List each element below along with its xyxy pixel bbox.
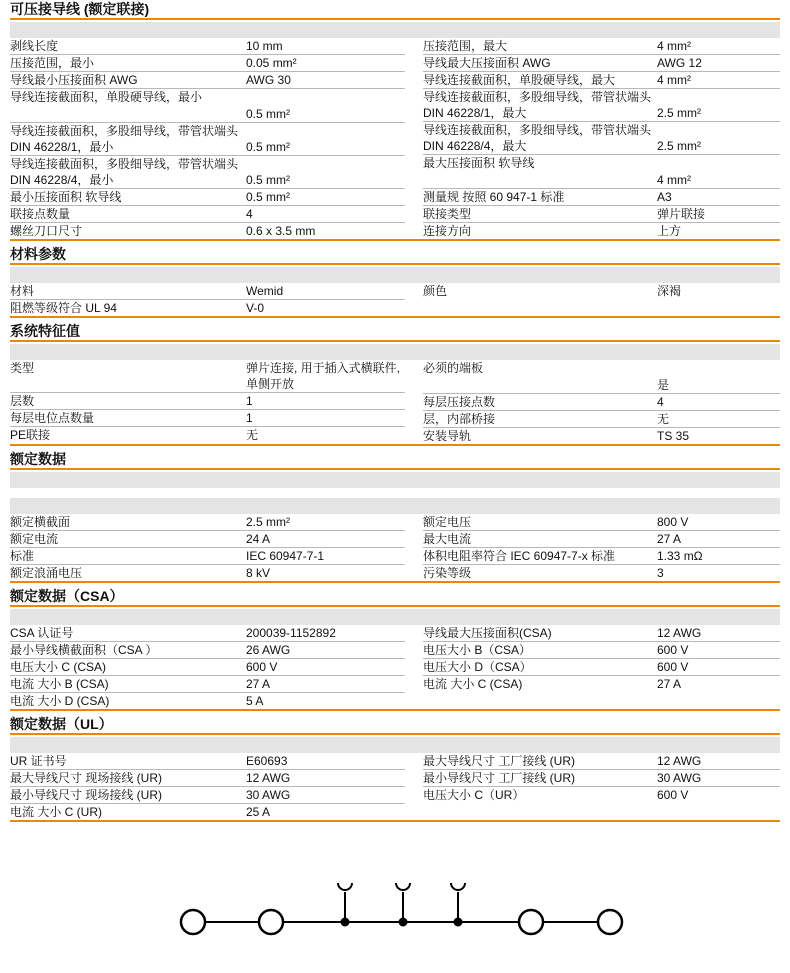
spec-value: 12 AWG	[657, 626, 702, 640]
spec-row	[10, 770, 405, 787]
spec-value: 27 A	[657, 532, 682, 546]
spec-row	[10, 642, 405, 659]
spec-value: 24 A	[246, 532, 271, 546]
section-title: 材料参数	[10, 246, 66, 262]
spec-label: 导线连接截面积，单股硬导线，最大	[423, 73, 616, 87]
spec-label: 额定电流	[10, 532, 59, 546]
section-band	[10, 472, 780, 488]
spec-value: 弹片联接	[657, 207, 706, 221]
section-bottom-divider	[10, 581, 780, 583]
spec-label: 污染等级	[423, 566, 472, 580]
spec-label: 阻燃等级符合 UL 94	[10, 301, 117, 315]
spec-section	[10, 587, 780, 711]
spec-label: 电流 大小 B (CSA)	[10, 677, 109, 691]
spec-label: 剥线长度	[10, 39, 59, 53]
spec-column-right	[423, 753, 780, 820]
spec-value: E60693	[246, 754, 288, 768]
spec-row	[423, 548, 780, 565]
spec-value: 上方	[657, 224, 682, 238]
spec-row	[423, 565, 780, 581]
spec-label: 导线连接截面积，单股硬导线，最小	[10, 90, 203, 104]
spec-row	[10, 89, 405, 123]
spec-row	[10, 787, 405, 804]
spec-label: 最小压接面积 软导线	[10, 190, 122, 204]
spec-row	[10, 206, 405, 223]
spec-label: 螺丝刀口尺寸	[10, 224, 83, 238]
section-bottom-divider	[10, 239, 780, 241]
spec-label: 额定电压	[423, 515, 472, 529]
spec-column-left	[10, 753, 405, 820]
spec-label: 标准	[10, 549, 35, 563]
spec-column-left	[10, 360, 405, 444]
spec-row	[10, 531, 405, 548]
spec-label: 电压大小 D（CSA）	[423, 660, 532, 674]
spec-value: 600 V	[657, 660, 689, 674]
spec-value: 600 V	[657, 643, 689, 657]
section-title: 额定数据（UL）	[10, 716, 113, 732]
spec-value: 0.6 x 3.5 mm	[246, 224, 316, 238]
band-gap	[10, 488, 780, 496]
section-bottom-divider	[10, 820, 780, 822]
spec-row	[10, 38, 405, 55]
spec-label: UR 证书号	[10, 754, 67, 768]
spec-value: 2.5 mm²	[246, 515, 291, 529]
plug-contact-icon	[451, 883, 465, 926]
spec-value: 25 A	[246, 805, 271, 819]
plug-contact-icons	[338, 883, 465, 926]
spec-value: 10 mm	[246, 39, 283, 53]
spec-row	[423, 659, 780, 676]
connection-circle-icon	[598, 910, 622, 934]
spec-value: 600 V	[246, 660, 278, 674]
spec-value: V-0	[246, 301, 265, 315]
spec-label: 联接类型	[423, 207, 472, 221]
spec-label: 每层压接点数	[423, 395, 496, 409]
spec-label: 连接方向	[423, 224, 472, 238]
section-band	[10, 344, 780, 360]
spec-row	[423, 676, 780, 692]
spec-label: 额定浪涌电压	[10, 566, 83, 580]
spec-label: 导线连接截面积，多股细导线，带管状端头 DIN 46228/4，最大	[423, 123, 652, 153]
spec-row	[10, 283, 405, 300]
spec-row	[423, 206, 780, 223]
section-title: 额定数据（CSA）	[10, 588, 124, 604]
spec-label: 体积电阻率符合 IEC 60947-7-x 标准	[423, 549, 616, 563]
connection-circle-icon	[259, 910, 283, 934]
spec-row	[423, 753, 780, 770]
spec-row	[10, 753, 405, 770]
spec-row	[10, 156, 405, 189]
spec-row	[423, 155, 780, 189]
spec-value: 0.5 mm²	[246, 140, 291, 154]
spec-label: 测量规 按照 60 947-1 标准	[423, 190, 565, 204]
spec-row	[10, 393, 405, 410]
spec-row	[10, 659, 405, 676]
spec-value: 4 mm²	[657, 173, 691, 187]
spec-row	[10, 548, 405, 565]
spec-value: A3	[657, 190, 672, 204]
section-divider	[10, 605, 780, 607]
spec-columns	[10, 360, 780, 444]
spec-row	[423, 55, 780, 72]
spec-label: 安装导轨	[423, 429, 472, 443]
spec-value: 弹片连接, 用于插入式横联件, 单侧开放	[246, 361, 401, 391]
spec-value: 深褐	[657, 284, 682, 298]
spec-label: 颜色	[423, 284, 448, 298]
spec-label: 最大压接面积 软导线	[423, 156, 535, 170]
spec-label: 层，内部桥接	[423, 412, 496, 426]
spec-label: 压接范围，最小	[10, 56, 95, 70]
spec-value: 无	[657, 412, 670, 426]
section-title: 额定数据	[10, 451, 66, 467]
spec-label: 类型	[10, 361, 35, 375]
spec-label: 电流 大小 D (CSA)	[10, 694, 110, 708]
spec-row	[423, 189, 780, 206]
spec-label: 导线最大压接面积 AWG	[423, 56, 551, 70]
spec-row	[423, 428, 780, 444]
spec-label: 导线连接截面积，多股细导线，带管状端头 DIN 46228/1，最小	[10, 124, 239, 154]
spec-row	[10, 55, 405, 72]
spec-section	[10, 245, 780, 318]
spec-label: 导线最小压接面积 AWG	[10, 73, 138, 87]
spec-label: 最小导线尺寸 现场接线 (UR)	[10, 788, 162, 802]
spec-label: 导线连接截面积，多股细导线，带管状端头 DIN 46228/4，最小	[10, 157, 239, 187]
spec-label: 电流 大小 C (CSA)	[423, 677, 523, 691]
spec-value: 4	[246, 207, 253, 221]
spec-column-left	[10, 38, 405, 239]
section-divider	[10, 263, 780, 265]
section-band	[10, 267, 780, 283]
spec-column-right	[423, 360, 780, 444]
spec-column-right	[423, 514, 780, 581]
spec-value: 是	[657, 378, 670, 392]
spec-row	[423, 514, 780, 531]
spec-value: 26 AWG	[246, 643, 291, 657]
spec-columns	[10, 283, 780, 316]
spec-value: 0.5 mm²	[246, 173, 291, 187]
spec-column-left	[10, 514, 405, 581]
spec-label: 导线最大压接面积(CSA)	[423, 626, 552, 640]
spec-label: 联接点数量	[10, 207, 71, 221]
spec-columns	[10, 625, 780, 709]
section-title: 系统特征值	[10, 323, 80, 339]
spec-value: 30 AWG	[246, 788, 291, 802]
spec-label: 额定横截面	[10, 515, 71, 529]
spec-value: 30 AWG	[657, 771, 702, 785]
spec-value: 0.5 mm²	[246, 107, 291, 121]
connection-circle-icon	[519, 910, 543, 934]
spec-label: PE联接	[10, 428, 51, 442]
spec-value: 0.5 mm²	[246, 190, 291, 204]
spec-column-right	[423, 38, 780, 239]
spec-row	[10, 676, 405, 693]
spec-value: 4 mm²	[657, 73, 691, 87]
spec-row	[423, 625, 780, 642]
spec-row	[423, 531, 780, 548]
spec-value: TS 35	[657, 429, 690, 443]
spec-row	[10, 427, 405, 443]
spec-row	[10, 189, 405, 206]
spec-value: IEC 60947-7-1	[246, 549, 325, 563]
spec-row	[10, 410, 405, 427]
spec-row	[10, 72, 405, 89]
spec-label: CSA 认证号	[10, 626, 74, 640]
spec-section	[10, 450, 780, 583]
section-band	[10, 498, 780, 514]
spec-row	[10, 625, 405, 642]
spec-label: 电压大小 C（UR）	[423, 788, 525, 802]
plug-contact-icon	[338, 883, 352, 926]
spec-value: 600 V	[657, 788, 689, 802]
section-bottom-divider	[10, 709, 780, 711]
section-band	[10, 737, 780, 753]
spec-value: 5 A	[246, 694, 264, 708]
spec-row	[10, 300, 405, 316]
spec-label: 必须的端板	[423, 361, 484, 375]
spec-value: 0.05 mm²	[246, 56, 297, 70]
spec-value: 1.33 mΩ	[657, 549, 703, 563]
spec-label: 电流 大小 C (UR)	[10, 805, 102, 819]
spec-columns	[10, 514, 780, 581]
spec-value: 27 A	[246, 677, 271, 691]
spec-label: 电压大小 C (CSA)	[10, 660, 107, 674]
section-title: 可压接导线 (额定联接)	[10, 1, 150, 17]
spec-value: Wemid	[246, 284, 284, 298]
spec-value: 1	[246, 394, 253, 408]
spec-value: 3	[657, 566, 664, 580]
spec-label: 最大导线尺寸 工厂接线 (UR)	[423, 754, 575, 768]
section-divider	[10, 468, 780, 470]
spec-row	[423, 770, 780, 787]
spec-row	[10, 223, 405, 239]
section-divider	[10, 18, 780, 20]
spec-section	[10, 715, 780, 822]
spec-column-left	[10, 283, 405, 316]
spec-row	[423, 89, 780, 122]
spec-label: 压接范围，最大	[423, 39, 508, 53]
section-divider	[10, 733, 780, 735]
spec-label: 每层电位点数量	[10, 411, 95, 425]
spec-row	[423, 411, 780, 428]
spec-value: AWG 12	[657, 56, 702, 70]
spec-value: 4	[657, 395, 664, 409]
section-band	[10, 22, 780, 38]
spec-row	[423, 122, 780, 155]
spec-row	[423, 283, 780, 299]
spec-row	[10, 514, 405, 531]
spec-section	[10, 322, 780, 446]
spec-row	[423, 72, 780, 89]
spec-columns	[10, 753, 780, 820]
spec-value: 2.5 mm²	[657, 106, 702, 120]
spec-value: 无	[246, 428, 259, 442]
spec-row	[423, 642, 780, 659]
plug-contact-icon	[396, 883, 410, 926]
spec-row	[10, 123, 405, 156]
terminal-circuit-diagram	[0, 870, 790, 950]
spec-row	[10, 565, 405, 581]
spec-row	[423, 360, 780, 394]
spec-section	[10, 0, 780, 241]
spec-label: 层数	[10, 394, 35, 408]
section-divider	[10, 340, 780, 342]
spec-value: 8 kV	[246, 566, 271, 580]
spec-value: 2.5 mm²	[657, 139, 702, 153]
section-band	[10, 609, 780, 625]
spec-columns	[10, 38, 780, 239]
spec-value: 12 AWG	[657, 754, 702, 768]
spec-column-left	[10, 625, 405, 709]
spec-label: 最大导线尺寸 现场接线 (UR)	[10, 771, 162, 785]
spec-value: 4 mm²	[657, 39, 691, 53]
spec-value: AWG 30	[246, 73, 291, 87]
spec-column-right	[423, 625, 780, 709]
spec-row	[423, 394, 780, 411]
spec-value: 27 A	[657, 677, 682, 691]
spec-row	[10, 693, 405, 709]
spec-row	[423, 787, 780, 803]
spec-row	[10, 804, 405, 820]
spec-column-right	[423, 283, 780, 316]
spec-label: 导线连接截面积，多股细导线，带管状端头 DIN 46228/1，最大	[423, 90, 652, 120]
spec-value: 12 AWG	[246, 771, 291, 785]
section-bottom-divider	[10, 316, 780, 318]
spec-label: 最小导线尺寸 工厂接线 (UR)	[423, 771, 575, 785]
spec-row	[423, 223, 780, 239]
connection-circle-icon	[181, 910, 205, 934]
spec-value: 800 V	[657, 515, 689, 529]
spec-label: 最小导线横截面积（CSA ）	[10, 643, 158, 657]
spec-row	[423, 38, 780, 55]
section-bottom-divider	[10, 444, 780, 446]
spec-label: 材料	[10, 284, 35, 298]
spec-value: 200039-1152892	[246, 626, 336, 640]
spec-value: 1	[246, 411, 253, 425]
spec-row	[10, 360, 405, 393]
spec-label: 电压大小 B（CSA）	[423, 643, 532, 657]
spec-label: 最大电流	[423, 532, 472, 546]
